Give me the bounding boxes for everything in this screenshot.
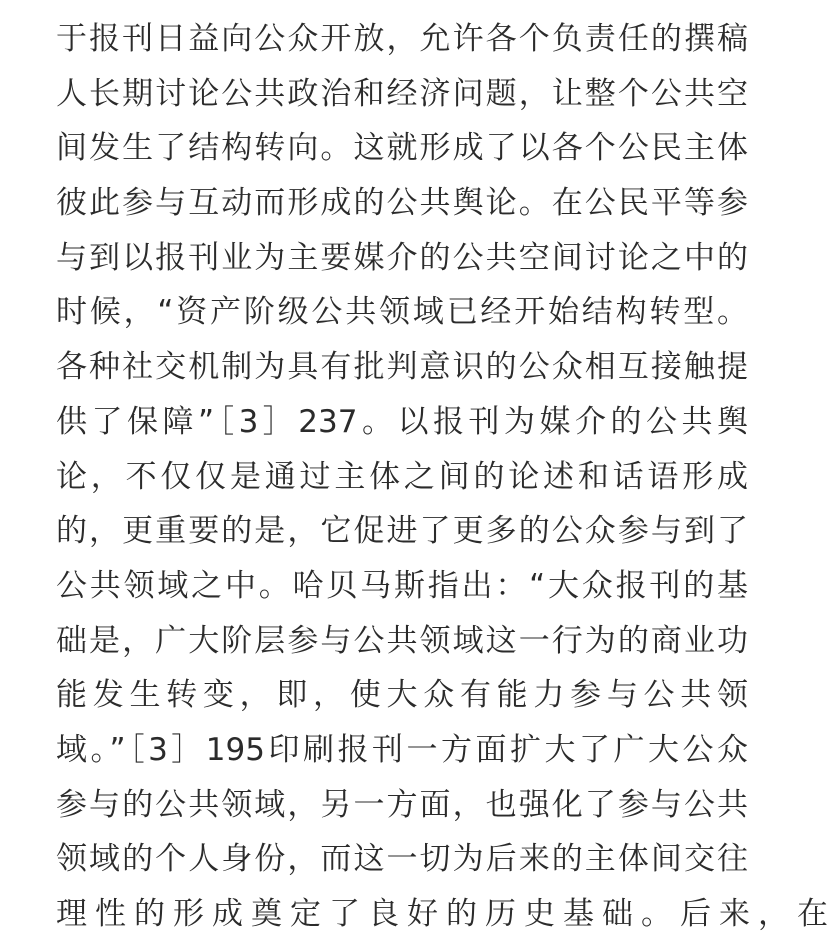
text-line: 于报刊日益向公众开放，允许各个负责任的撰稿	[56, 21, 748, 57]
text-line: 与到以报刊业为主要媒介的公共空间讨论之中的	[56, 239, 748, 276]
text-line: 域。”［3］195印刷报刊一方面扩大了广大公众	[56, 731, 748, 768]
text-line-partial: 理性的形成奠定了良好的历史基础。后来，在	[56, 896, 836, 932]
text-line: 间发生了结构转向。这就形成了以各个公民主体	[56, 130, 748, 167]
text-line: 公共领域之中。哈贝马斯指出：“大众报刊的基	[56, 567, 748, 604]
text-line: 彼此参与互动而形成的公共舆论。在公民平等参	[56, 185, 748, 222]
text-line: 各种社交机制为具有批判意识的公众相互接触提	[56, 349, 748, 386]
text-line: 供了保障”［3］237。以报刊为媒介的公共舆	[56, 403, 748, 440]
text-line: 参与的公共领域，另一方面，也强化了参与公共	[56, 786, 748, 823]
text-line: 础是，广大阶层参与公共领域这一行为的商业功	[56, 622, 748, 659]
text-line: 能发生转变，即，使大众有能力参与公共领	[56, 677, 748, 714]
text-line: 领域的个人身份，而这一切为后来的主体间交往	[56, 841, 748, 878]
text-line: 时候，“资产阶级公共领域已经开始结构转型。	[56, 294, 748, 331]
text-line: 人长期讨论公共政治和经济问题，让整个公共空	[56, 75, 748, 112]
text-line: 的，更重要的是，它促进了更多的公众参与到了	[56, 513, 748, 550]
article-body	[56, 12, 836, 942]
text-line: 论，不仅仅是通过主体之间的论述和话语形成	[56, 458, 748, 495]
